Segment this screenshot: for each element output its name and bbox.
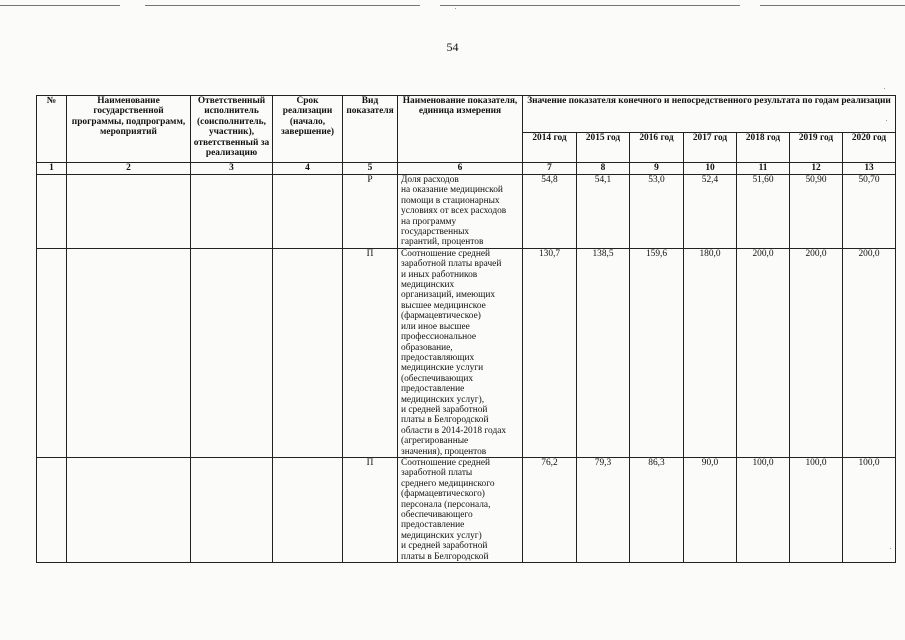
indicator-name-line: платы в Белгородской (401, 551, 489, 562)
indicator-name (398, 457, 523, 562)
indicator-name-line: платы в Белгородской (401, 415, 489, 426)
column-number: 5 (343, 163, 398, 175)
indicator-name-line: медицинских (401, 280, 455, 291)
indicator-name-line: обеспечивающего (401, 510, 473, 520)
header-indicator-type: Вид показателя (343, 96, 398, 163)
indicator-name-line: предоставление (401, 520, 465, 531)
column-number: 10 (684, 163, 737, 175)
indicator-value: 200,0 (737, 248, 790, 457)
scan-edge-line (760, 5, 905, 6)
year-header: 2020 год (843, 133, 896, 163)
column-number: 3 (191, 163, 273, 175)
indicator-name-line: и средней заработной (401, 541, 488, 552)
indicator-name-line: условиях от всех расходов (401, 206, 507, 217)
indicator-name-line: (обеспечивающих (401, 373, 474, 384)
scan-speck (455, 8, 456, 9)
indicator-name-line: Соотношение средней (401, 248, 491, 259)
indicator-name-line: гарантий, процентов (401, 237, 484, 248)
indicator-row (37, 175, 896, 249)
indicator-value: 53,0 (630, 175, 684, 249)
empty-cell (273, 457, 343, 562)
indicator-name-line: заработной платы врачей (401, 259, 502, 270)
indicator-name (398, 175, 523, 249)
indicator-name-line: образование, (401, 342, 453, 353)
empty-cell (67, 248, 191, 457)
indicator-name-line: на программу (401, 216, 457, 227)
indicator-value: 54,8 (523, 175, 577, 249)
indicator-type: П (343, 248, 398, 457)
indicator-name-line: заработной платы (401, 468, 473, 479)
empty-cell (191, 175, 273, 249)
indicator-name-line: организаций, имеющих (401, 290, 496, 301)
indicator-value: 76,2 (523, 457, 577, 562)
year-header: 2019 год (790, 133, 843, 163)
year-header: 2016 год (630, 133, 684, 163)
indicator-row (37, 248, 896, 457)
column-number-row (37, 163, 896, 175)
indicator-value: 180,0 (684, 248, 737, 457)
indicator-value: 79,3 (577, 457, 630, 562)
indicator-name-line: среднего медицинского (401, 478, 495, 489)
indicator-name-line: предоставление (401, 384, 465, 395)
indicator-name-line: медицинских услуг), (401, 394, 485, 405)
indicator-name-line: Соотношение средней (401, 457, 491, 468)
indicator-value: 100,0 (843, 457, 896, 562)
header-indicator-name: Наименование показателя, единица измерения (398, 96, 523, 163)
indicator-name-line: области в 2014-2018 годах (401, 425, 507, 436)
indicator-name (398, 248, 523, 457)
indicator-name-line: профессиональное (401, 332, 477, 343)
indicator-name-line: на оказание медицинской (401, 185, 503, 196)
indicator-name-line: (фармацевтического) (401, 489, 485, 500)
empty-cell (273, 175, 343, 249)
empty-cell (37, 248, 67, 457)
indicator-name-line: или иное высшее (401, 321, 470, 332)
year-header: 2017 год (684, 133, 737, 163)
indicator-value: 86,3 (630, 457, 684, 562)
scan-speck (890, 548, 891, 549)
indicator-value: 50,70 (843, 175, 896, 249)
indicator-value: 130,7 (523, 248, 577, 457)
empty-cell (191, 457, 273, 562)
year-header: 2015 год (577, 133, 630, 163)
column-number: 12 (790, 163, 843, 175)
indicator-name-line: медицинских услуг) (401, 530, 482, 541)
empty-cell (191, 248, 273, 457)
indicator-name-line: персонала (персонала, (401, 499, 491, 510)
year-header: 2014 год (523, 133, 577, 163)
empty-cell (37, 457, 67, 562)
indicator-value: 138,5 (577, 248, 630, 457)
scan-edge-line (145, 5, 420, 6)
header-number: № (37, 96, 67, 163)
indicator-name-line: (агрегированные (401, 436, 469, 447)
empty-cell (67, 457, 191, 562)
indicator-value: 52,4 (684, 175, 737, 249)
indicator-name-line: государственных (401, 227, 470, 238)
indicator-value: 90,0 (684, 457, 737, 562)
indicator-name-line: и иных работников (401, 269, 478, 280)
empty-cell (67, 175, 191, 249)
header-values-by-year: Значение показателя конечного и непосредственного результата по годам реализации (523, 96, 896, 133)
indicator-value: 200,0 (790, 248, 843, 457)
header-executor: Ответственный исполнитель (соисполнитель, участник), ответственный за реализацию (191, 96, 273, 163)
column-number: 13 (843, 163, 896, 175)
column-number: 2 (67, 163, 191, 175)
indicator-name-line: и средней заработной (401, 404, 488, 415)
indicator-name-line: значения), процентов (401, 446, 487, 457)
column-number: 7 (523, 163, 577, 175)
indicator-value: 50,90 (790, 175, 843, 249)
indicator-value: 54,1 (577, 175, 630, 249)
header-term: Срок реализации (начало, завершение) (273, 96, 343, 163)
indicator-value: 100,0 (737, 457, 790, 562)
scan-speck (886, 120, 887, 121)
indicators-table (36, 95, 896, 563)
scan-speck (884, 88, 885, 89)
header-program-name: Наименование государственной программы, подпрограмм, мероприятий (67, 96, 191, 163)
indicator-name-line: высшее медицинское (401, 300, 486, 311)
indicator-name-line: помощи в стационарных (401, 195, 500, 206)
indicator-value: 100,0 (790, 457, 843, 562)
indicator-name-line: медицинские услуги (401, 363, 484, 374)
column-number: 11 (737, 163, 790, 175)
year-header: 2018 год (737, 133, 790, 163)
indicator-value: 51,60 (737, 175, 790, 249)
indicator-name-line: Доля расходов (401, 175, 459, 185)
indicator-name-line: предоставляющих (401, 352, 475, 363)
indicator-type: П (343, 457, 398, 562)
indicator-name-line: (фармацевтическое) (401, 311, 481, 322)
column-number: 8 (577, 163, 630, 175)
indicator-row (37, 457, 896, 562)
page-number: 54 (446, 40, 459, 54)
column-number: 6 (398, 163, 523, 175)
indicator-value: 200,0 (843, 248, 896, 457)
column-number: 9 (630, 163, 684, 175)
column-number: 1 (37, 163, 67, 175)
empty-cell (37, 175, 67, 249)
empty-cell (273, 248, 343, 457)
scan-edge-line (440, 5, 740, 6)
column-number: 4 (273, 163, 343, 175)
scan-edge-line (0, 5, 120, 6)
indicator-type: Р (343, 175, 398, 249)
indicator-value: 159,6 (630, 248, 684, 457)
